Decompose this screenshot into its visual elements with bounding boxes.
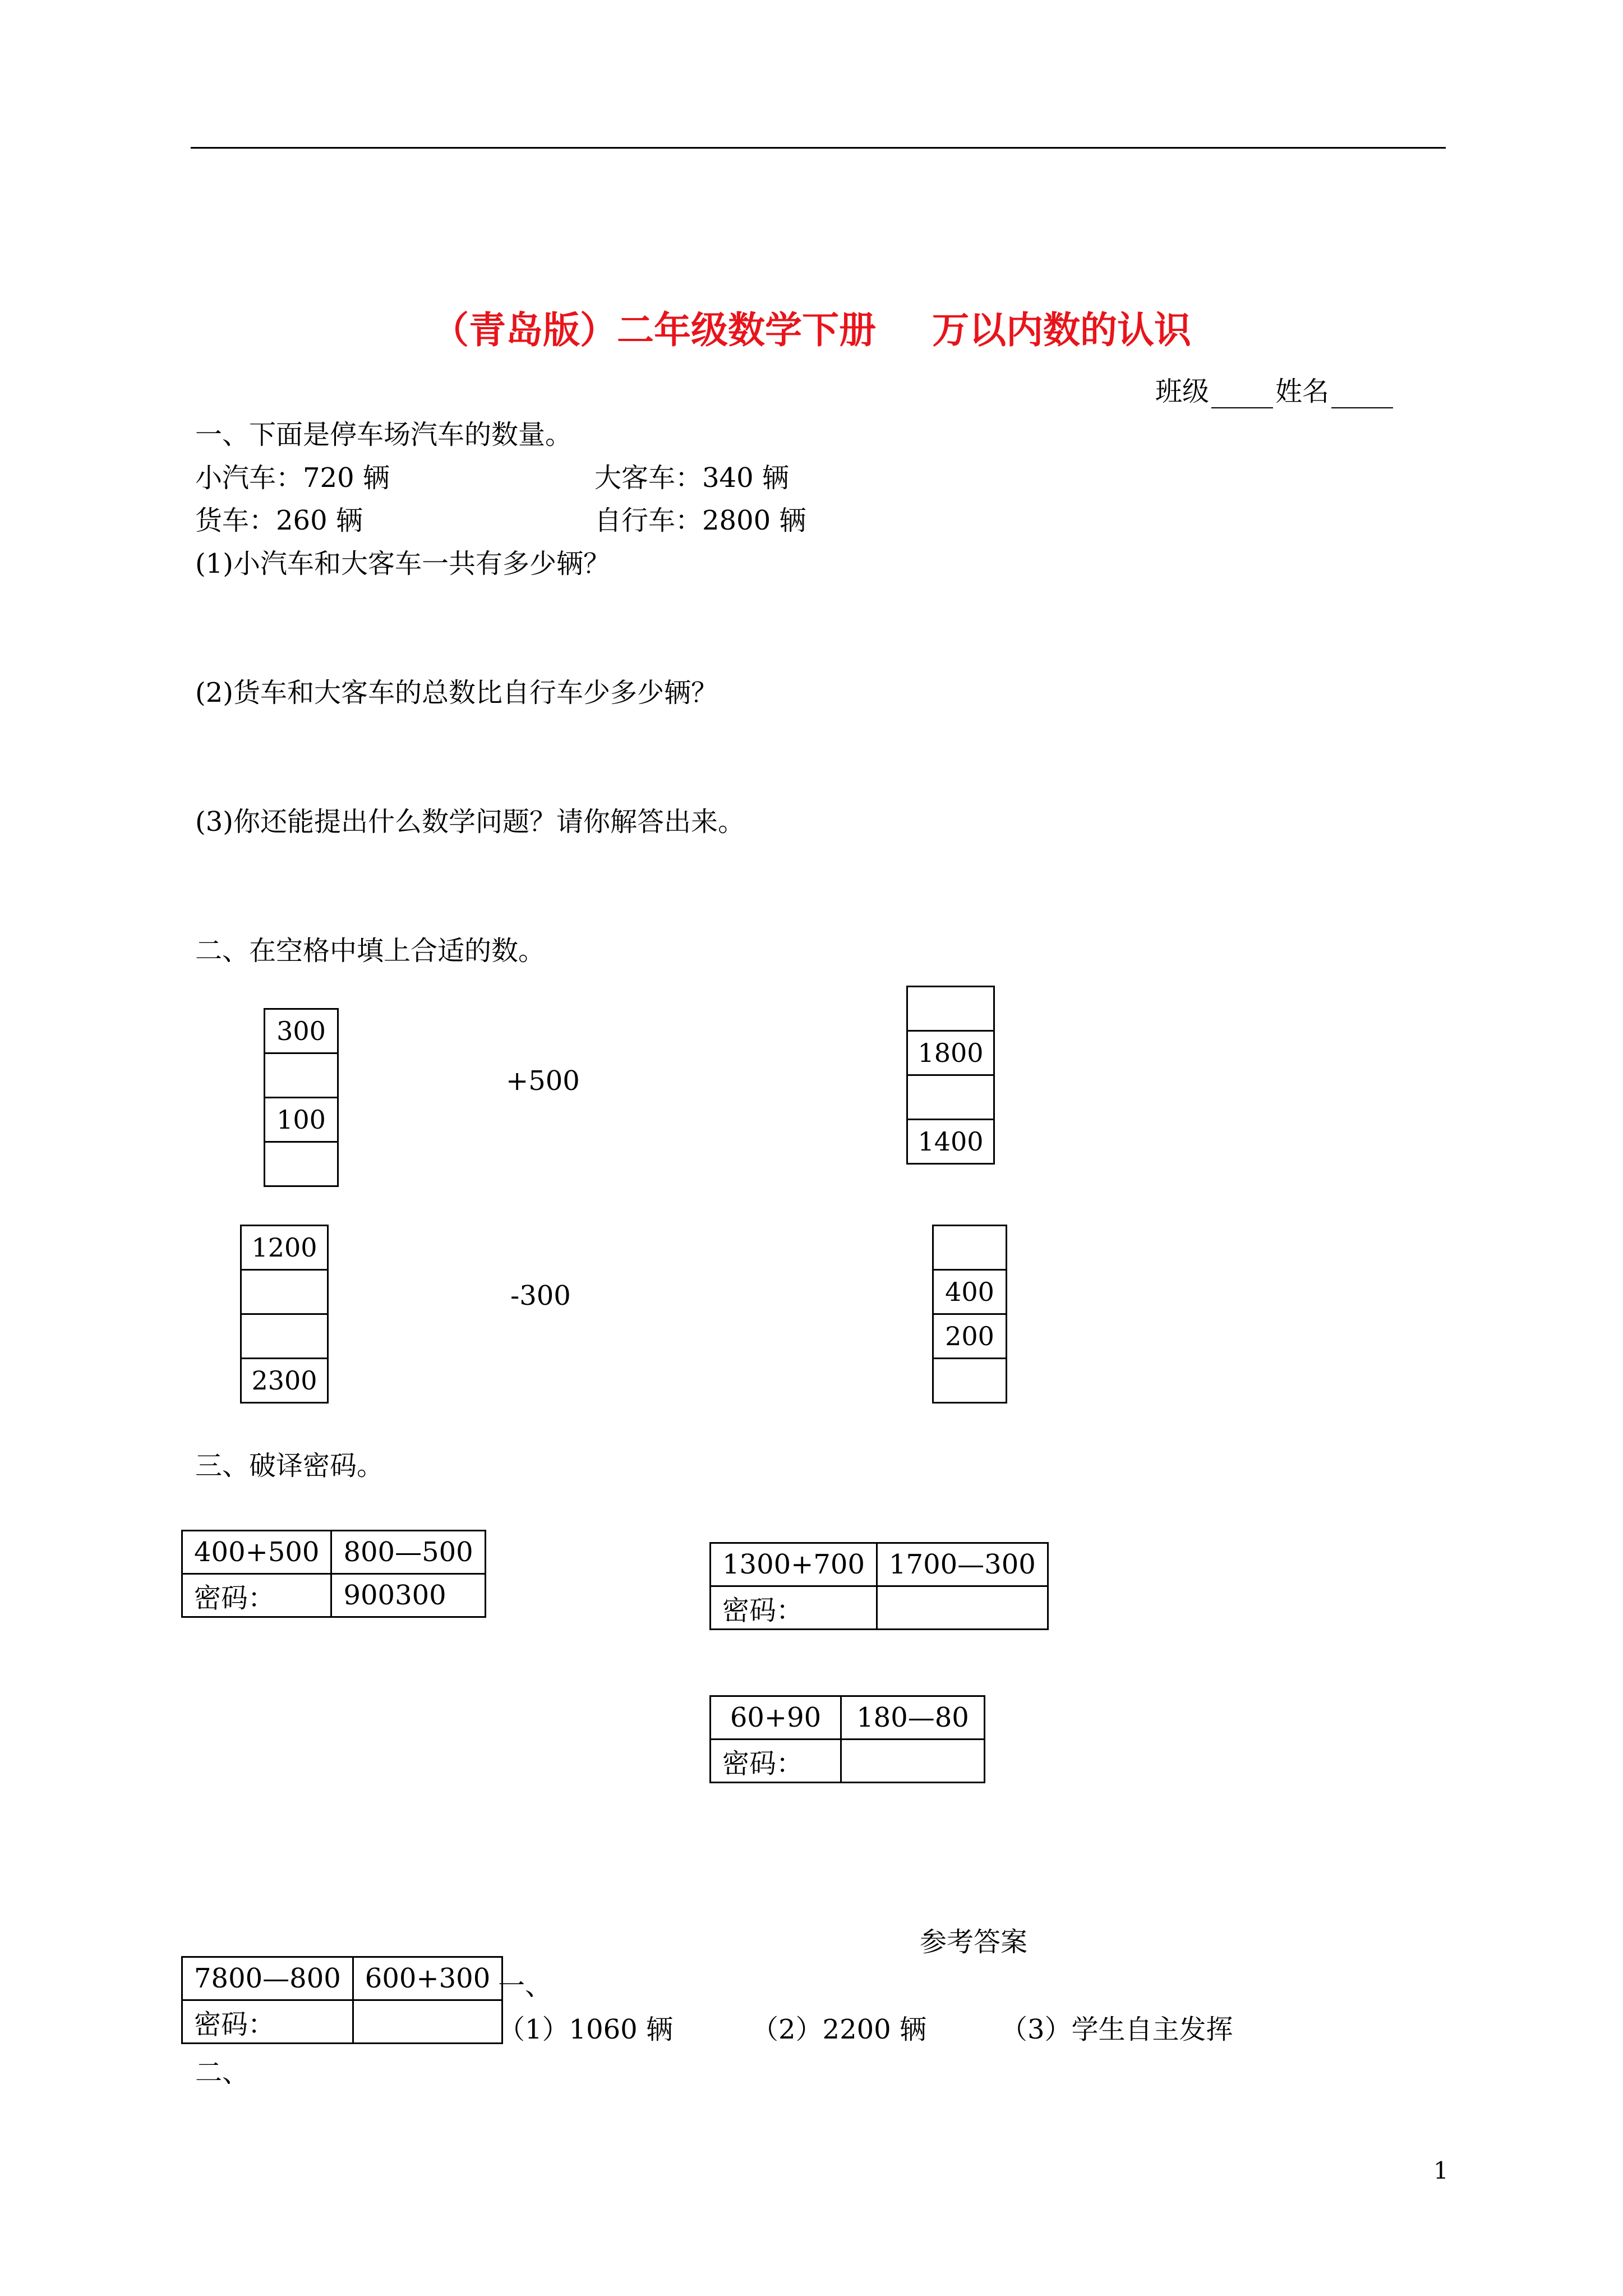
cell: 2300 [242,1359,327,1404]
page-title [0,300,1623,353]
blank-cell[interactable] [265,1054,337,1098]
blank-cell[interactable] [265,1143,337,1187]
code-answer[interactable] [877,1586,1048,1630]
answer-2: （2）2200 辆 [751,2014,926,2045]
class-label: 班级 [1155,376,1210,407]
number-column-1 [264,1008,339,1187]
cell: 1200 [242,1226,327,1271]
code-label: 密码： [711,1740,841,1783]
cell: 300 [265,1010,337,1054]
code-answer[interactable] [841,1740,985,1783]
blank-cell[interactable] [908,1076,993,1120]
class-blank[interactable] [1211,380,1273,408]
code-label: 密码： [182,1574,331,1617]
cell: 1400 [908,1120,993,1165]
code-table-4 [181,1956,503,2044]
question-3: (3)你还能提出什么数学问题？请你解答出来。 [195,806,745,838]
question-1: (1)小汽车和大客车一共有多少辆？ [195,548,610,579]
blank-cell[interactable] [908,987,993,1032]
code-table-1 [181,1530,486,1618]
car-count: 小汽车：720 辆 [195,462,390,494]
cell: 100 [265,1098,337,1143]
code-answer[interactable]: 900300 [331,1574,485,1617]
code-table-3 [709,1695,985,1783]
expression: 1300+700 [711,1543,877,1586]
number-column-2 [906,986,995,1165]
operation-plus-500: +500 [506,1065,580,1097]
cell: 200 [934,1315,1006,1359]
section3-heading: 三、破译密码。 [195,1450,384,1481]
blank-cell[interactable] [934,1359,1006,1404]
truck-count: 货车：260 辆 [195,505,363,536]
page-number: 1 [1433,2157,1449,2184]
class-name-line [1155,375,1395,408]
expression: 400+500 [182,1531,331,1574]
bus-count: 大客车：340 辆 [594,462,789,494]
answer-1: （1）1060 辆 [498,2014,673,2045]
answers-heading: 参考答案 [920,1926,1028,1958]
cell: 1800 [908,1032,993,1076]
blank-cell[interactable] [934,1226,1006,1271]
title-part2: 万以内数的认识 [932,309,1191,352]
header-rule [191,147,1446,149]
code-label: 密码： [711,1586,877,1630]
number-column-3 [240,1225,329,1404]
blank-cell[interactable] [242,1271,327,1315]
name-blank[interactable] [1331,380,1393,408]
code-label: 密码： [182,2000,353,2044]
cell: 400 [934,1271,1006,1315]
expression: 7800—800 [182,1957,353,2000]
question-2: (2)货车和大客车的总数比自行车少多少辆？ [195,677,718,708]
code-table-2 [709,1542,1049,1630]
section2-heading: 二、在空格中填上合适的数。 [195,935,546,967]
bike-count: 自行车：2800 辆 [594,505,806,536]
answers-one: 一、 [498,1970,552,2001]
expression: 180—80 [841,1696,985,1740]
expression: 600+300 [353,1957,502,2000]
name-label: 姓名 [1275,376,1330,407]
answer-3: （3）学生自主发挥 [1000,2014,1233,2045]
expression: 800—500 [331,1531,485,1574]
section1-heading: 一、下面是停车场汽车的数量。 [195,419,573,450]
blank-cell[interactable] [242,1315,327,1359]
number-column-4 [932,1225,1007,1404]
title-part1: （青岛版）二年级数学下册 [432,309,876,352]
answers-two: 二、 [195,2057,250,2088]
operation-minus-300: -300 [510,1280,571,1312]
expression: 1700—300 [877,1543,1048,1586]
expression: 60+90 [711,1696,841,1740]
code-answer[interactable] [353,2000,502,2044]
